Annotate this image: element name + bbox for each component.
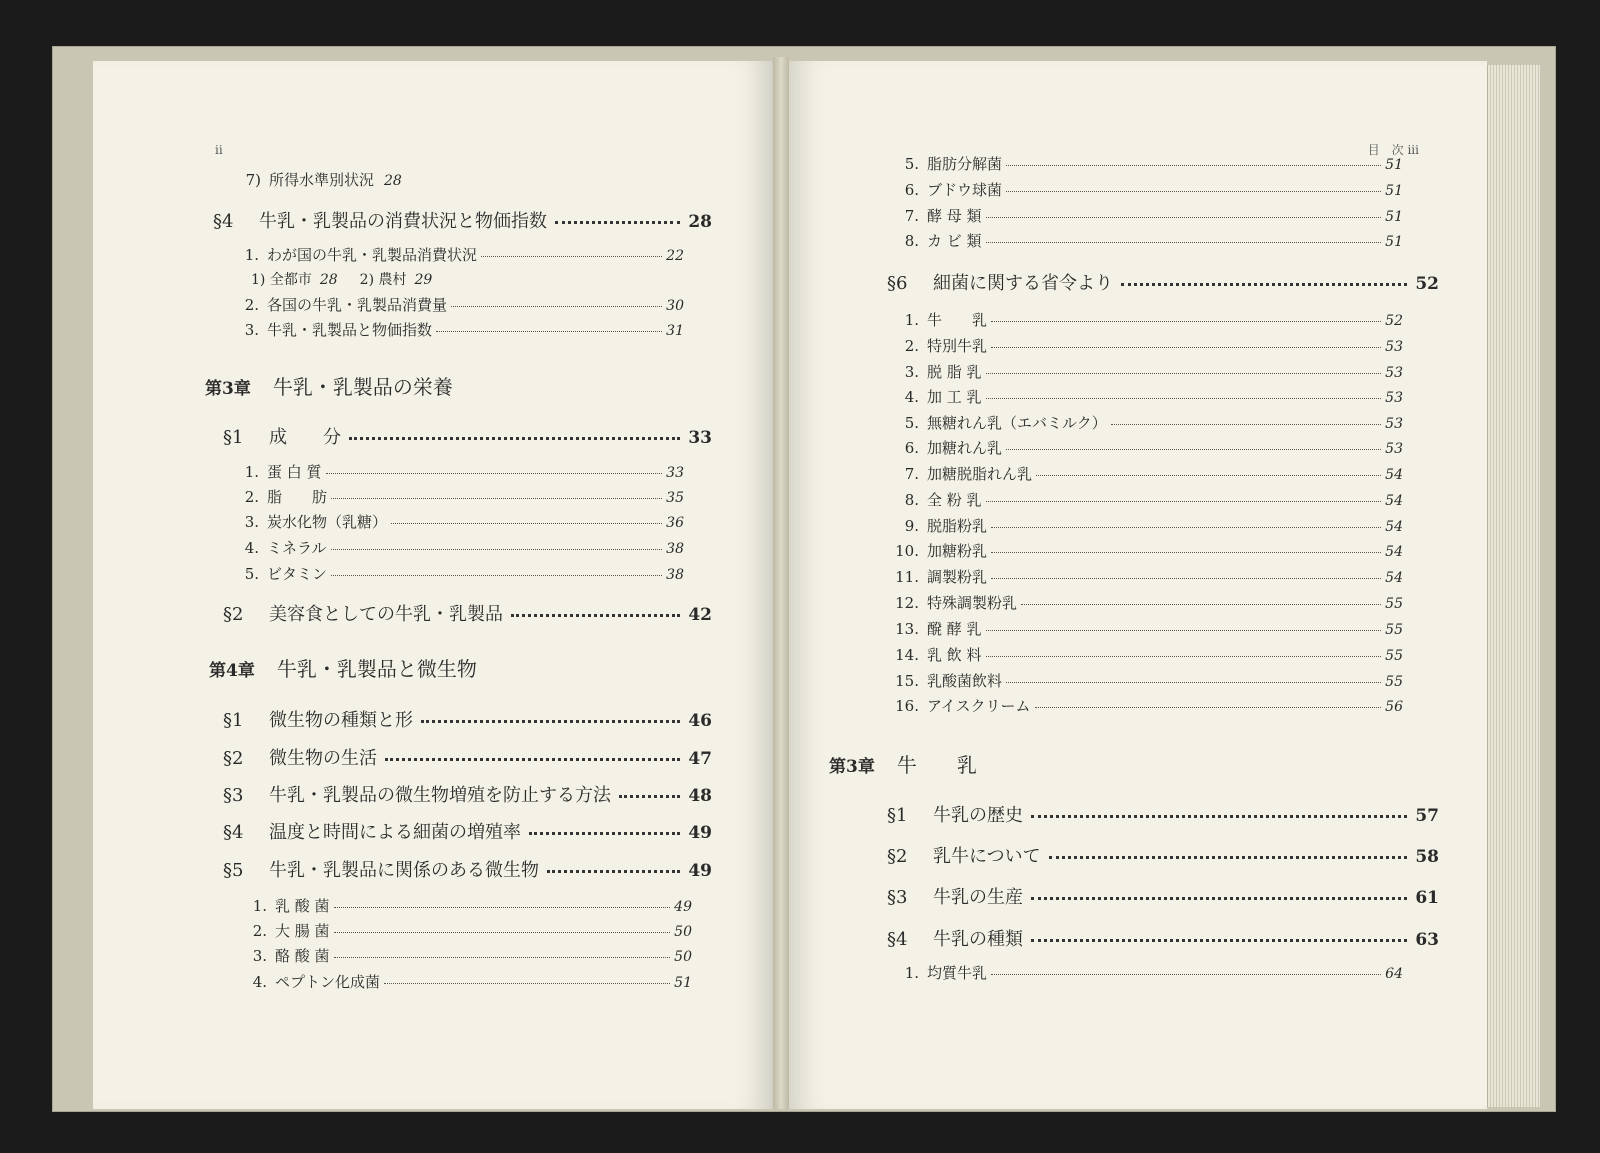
entry-number: 2.	[244, 488, 259, 506]
toc-entry	[235, 169, 402, 190]
toc-entry	[893, 153, 1403, 174]
dot-leader	[334, 932, 671, 933]
toc-entry	[233, 319, 684, 340]
section-entry	[223, 856, 712, 882]
entry-number: §4	[213, 211, 234, 232]
entry-page: 54	[1385, 570, 1403, 586]
entry-page: 52	[1385, 313, 1403, 329]
toc-entry	[233, 511, 684, 532]
entry-title: 脱 脂 乳	[927, 363, 982, 381]
dot-leader	[1036, 475, 1381, 476]
section-entry	[223, 423, 712, 449]
toc-entry	[251, 269, 454, 289]
entry-page: 55	[1385, 622, 1403, 638]
entry-number: 7)	[245, 171, 261, 189]
entry-title: ミネラル	[267, 539, 327, 557]
entry-title: 温度と時間による細菌の増殖率	[269, 822, 521, 843]
dot-leader	[986, 398, 1382, 399]
entry-title: アイスクリーム	[927, 697, 1031, 715]
entry-title: 牛乳・乳製品の微生物増殖を防止する方法	[269, 785, 611, 806]
dot-leader	[991, 974, 1381, 975]
entry-page: 22	[666, 248, 684, 264]
entry-page: 30	[666, 298, 684, 314]
dot-leader	[991, 321, 1381, 322]
entry-number: 4.	[244, 539, 259, 557]
dot-leader	[326, 473, 663, 474]
dot-leader	[986, 242, 1382, 243]
section-entry	[887, 269, 1439, 295]
entry-number: §2	[887, 846, 908, 867]
entry-number: 7.	[904, 207, 919, 225]
dot-leader	[1021, 604, 1381, 605]
entry-number: 第3章	[205, 379, 251, 399]
entry-number: 4.	[904, 388, 919, 406]
section-entry	[223, 706, 712, 732]
entry-title: 無糖れん乳（エバミルク）	[927, 414, 1107, 432]
entry-title: 特別牛乳	[927, 337, 988, 355]
entry-title: 酵 母 類	[927, 207, 982, 225]
entry-title: 牛乳・乳製品と物価指数	[267, 321, 433, 339]
entry-number: 8.	[904, 491, 919, 509]
sub-entry-page: 29	[414, 272, 433, 288]
entry-title: ブドウ球菌	[927, 181, 1003, 199]
entry-number: 2.	[252, 922, 267, 940]
dot-leader	[619, 795, 680, 798]
entry-number: 1.	[904, 964, 919, 982]
toc-entry	[241, 920, 692, 941]
toc-entry	[893, 618, 1403, 639]
entry-number: 12.	[895, 594, 919, 612]
dot-leader	[511, 614, 680, 617]
entry-number: 4.	[252, 973, 267, 991]
toc-entry	[893, 489, 1403, 510]
entry-page: 50	[674, 924, 692, 940]
section-entry	[887, 801, 1439, 827]
dot-leader	[991, 347, 1381, 348]
entry-page: 58	[1415, 847, 1439, 867]
entry-number: §6	[887, 273, 908, 294]
entry-title: 加糖脱脂れん乳	[927, 465, 1033, 483]
entry-page: 55	[1385, 674, 1403, 690]
entry-title: 牛乳の種類	[933, 929, 1023, 950]
toc-entry	[893, 412, 1403, 433]
entry-number: §4	[223, 822, 244, 843]
dot-leader	[334, 957, 671, 958]
entry-page: 53	[1385, 416, 1403, 432]
dot-leader	[1049, 856, 1408, 859]
entry-title: 乳酸菌飲料	[927, 672, 1003, 690]
book-gutter	[773, 57, 789, 1109]
entry-title: 微生物の生活	[269, 748, 377, 769]
dot-leader	[991, 527, 1381, 528]
entry-number: §4	[887, 929, 908, 950]
entry-title: ペプトン化成菌	[275, 973, 381, 991]
toc-entry	[233, 244, 684, 265]
entry-title: 牛乳・乳製品の消費状況と物価指数	[259, 211, 547, 232]
section-entry	[223, 600, 712, 626]
page-edges	[1487, 65, 1540, 1107]
entry-number: 3.	[244, 513, 259, 531]
entry-page: 52	[1415, 274, 1439, 294]
toc-entry	[893, 695, 1403, 716]
dot-leader	[986, 373, 1382, 374]
dot-leader	[991, 578, 1381, 579]
entry-page: 55	[1385, 648, 1403, 664]
entry-page: 53	[1385, 365, 1403, 381]
entry-number: 5.	[244, 565, 259, 583]
section-entry	[223, 744, 712, 770]
entry-number: 1.	[252, 897, 267, 915]
section-entry	[887, 842, 1439, 868]
right-page	[789, 61, 1487, 1109]
entry-title: わが国の牛乳・乳製品消費状況	[267, 246, 478, 264]
toc-entry	[893, 335, 1403, 356]
entry-title: 牛乳の歴史	[933, 805, 1023, 826]
entry-number: 1.	[244, 246, 259, 264]
entry-title: 乳 飲 料	[927, 646, 982, 664]
entry-page: 64	[1385, 966, 1403, 982]
toc-entry	[893, 230, 1403, 251]
entry-page: 36	[666, 515, 684, 531]
dot-leader	[529, 832, 680, 835]
entry-number: 6.	[904, 439, 919, 457]
dot-leader	[1006, 682, 1381, 683]
entry-number: 10.	[895, 542, 919, 560]
section-entry	[887, 925, 1439, 951]
section-entry	[887, 883, 1439, 909]
entry-title: ビタミン	[267, 565, 328, 583]
dot-leader	[1031, 897, 1407, 900]
entry-page: 51	[674, 975, 692, 991]
entry-title: 各国の牛乳・乳製品消費量	[267, 296, 448, 314]
entry-page: 53	[1385, 441, 1403, 457]
entry-page: 51	[1385, 183, 1403, 199]
dot-leader	[384, 983, 670, 984]
dot-leader	[451, 306, 662, 307]
entry-title: 加糖れん乳	[927, 439, 1003, 457]
toc-entry	[893, 309, 1403, 330]
dot-leader	[1031, 815, 1407, 818]
entry-title: 牛乳・乳製品と微生物	[276, 657, 477, 681]
entry-page: 35	[666, 490, 684, 506]
entry-title: 脱脂粉乳	[927, 517, 988, 535]
toc-entry	[893, 361, 1403, 382]
entry-number: §1	[223, 710, 244, 731]
sub-entry-label: 2) 農村	[359, 272, 407, 288]
section-entry	[223, 781, 712, 807]
dot-leader	[331, 549, 663, 550]
entry-page: 51	[1385, 157, 1403, 173]
entry-page: 49	[688, 861, 712, 881]
entry-page: 51	[1385, 234, 1403, 250]
entry-page: 31	[666, 323, 684, 339]
entry-title: 全 粉 乳	[927, 491, 982, 509]
entry-number: §3	[887, 887, 908, 908]
entry-title: 牛乳・乳製品の栄養	[272, 375, 453, 399]
dot-leader	[986, 656, 1382, 657]
entry-page: 51	[1385, 209, 1403, 225]
entry-title: 均質牛乳	[927, 964, 988, 982]
entry-title: 乳 酸 菌	[275, 897, 330, 915]
entry-number: 8.	[904, 232, 919, 250]
entry-title: 美容食としての牛乳・乳製品	[269, 604, 503, 625]
toc-entry	[893, 179, 1403, 200]
entry-page: 50	[674, 949, 692, 965]
dot-leader	[331, 575, 662, 576]
entry-number: 14.	[895, 646, 919, 664]
entry-number: 5.	[904, 414, 919, 432]
chapter-heading	[829, 749, 977, 778]
dot-leader	[1121, 283, 1407, 286]
entry-page: 33	[666, 465, 684, 481]
dot-leader	[1006, 191, 1381, 192]
entry-title: 脂 肪	[267, 488, 328, 506]
entry-number: 1.	[244, 463, 259, 481]
entry-title: 酪 酸 菌	[275, 947, 330, 965]
dot-leader	[991, 552, 1381, 553]
toc-entry	[893, 670, 1403, 691]
entry-number: §3	[223, 785, 244, 806]
entry-number: 11.	[895, 568, 919, 586]
dot-leader	[391, 523, 662, 524]
entry-title: 加 工 乳	[927, 388, 982, 406]
entry-number: 1.	[904, 311, 919, 329]
dot-leader	[986, 217, 1382, 218]
entry-page: 46	[688, 711, 712, 731]
dot-leader	[349, 437, 680, 440]
entry-title: 所得水準別状況	[269, 171, 375, 189]
entry-number: §2	[223, 748, 244, 769]
toc-entry	[233, 461, 684, 482]
entry-page: 55	[1385, 596, 1403, 612]
entry-page: 38	[666, 567, 684, 583]
toc-entry	[893, 205, 1403, 226]
entry-page: 49	[688, 823, 712, 843]
dot-leader	[986, 501, 1382, 502]
entry-number: 9.	[904, 517, 919, 535]
toc-entry	[233, 537, 684, 558]
entry-page: 54	[1385, 493, 1403, 509]
entry-title: 乳牛について	[933, 846, 1041, 867]
entry-title: 加糖粉乳	[927, 542, 988, 560]
entry-number: 6.	[904, 181, 919, 199]
dot-leader	[1006, 165, 1381, 166]
dot-leader	[547, 870, 680, 873]
entry-title: 大 腸 菌	[275, 922, 330, 940]
entry-number: §5	[223, 860, 244, 881]
toc-entry	[893, 566, 1403, 587]
entry-page: 61	[1415, 888, 1439, 908]
toc-entry	[233, 486, 684, 507]
toc-entry	[893, 437, 1403, 458]
entry-title: 牛乳の生産	[933, 887, 1023, 908]
entry-title: 細菌に関する省令より	[933, 273, 1113, 294]
section-entry	[223, 818, 712, 844]
entry-number: 第4章	[209, 661, 255, 681]
dot-leader	[334, 907, 671, 908]
sub-entry-label: 1) 全都市	[251, 272, 312, 288]
dot-leader	[1035, 707, 1382, 708]
dot-leader	[481, 256, 662, 257]
toc-entry	[233, 294, 684, 315]
section-entry	[213, 207, 712, 233]
toc-entry	[893, 463, 1403, 484]
folio-text: ii	[215, 143, 223, 157]
entry-page: 33	[688, 428, 712, 448]
entry-number: 2.	[244, 296, 259, 314]
entry-page: 53	[1385, 339, 1403, 355]
entry-page: 49	[674, 899, 692, 915]
dot-leader	[421, 720, 680, 723]
entry-number: 2.	[904, 337, 919, 355]
entry-page: 53	[1385, 390, 1403, 406]
entry-number: §1	[887, 805, 908, 826]
entry-page: 56	[1385, 699, 1403, 715]
entry-page: 28	[688, 212, 712, 232]
entry-page: 54	[1385, 467, 1403, 483]
dot-leader	[436, 331, 662, 332]
book-cover	[52, 46, 1556, 1112]
entry-number: 3.	[252, 947, 267, 965]
entry-title: 微生物の種類と形	[269, 710, 413, 731]
entry-title: 牛乳・乳製品に関係のある微生物	[269, 860, 539, 881]
chapter-heading	[205, 371, 453, 400]
entry-number: 15.	[895, 672, 919, 690]
dot-leader	[1111, 424, 1381, 425]
entry-title: 成 分	[269, 427, 341, 448]
dot-leader	[555, 221, 680, 224]
toc-entry	[241, 971, 692, 992]
entry-number: 7.	[904, 465, 919, 483]
entry-title: 脂肪分解菌	[927, 155, 1003, 173]
entry-page: 47	[688, 749, 712, 769]
toc-entry	[233, 563, 684, 584]
toc-entry	[893, 515, 1403, 536]
dot-leader	[986, 630, 1382, 631]
entry-title: カ ビ 類	[927, 232, 982, 250]
entry-title: 醗 酵 乳	[927, 620, 982, 638]
chapter-heading	[209, 653, 477, 682]
entry-title: 牛 乳	[896, 753, 977, 777]
entry-title: 特殊調製粉乳	[927, 594, 1018, 612]
toc-entry	[893, 592, 1403, 613]
entry-page: 48	[688, 786, 712, 806]
dot-leader	[331, 498, 662, 499]
dot-leader	[385, 758, 680, 761]
left-page	[93, 61, 773, 1109]
entry-number: §1	[223, 427, 244, 448]
page-folio	[215, 143, 223, 157]
entry-number: 第3章	[829, 757, 875, 777]
entry-page: 54	[1385, 544, 1403, 560]
entry-number: 13.	[895, 620, 919, 638]
toc-entry	[893, 540, 1403, 561]
entry-page: 57	[1415, 806, 1439, 826]
sub-entry-page: 28	[319, 272, 338, 288]
entry-page: 54	[1385, 519, 1403, 535]
entry-number: 5.	[904, 155, 919, 173]
toc-entry	[241, 945, 692, 966]
entry-title: 蛋 白 質	[267, 463, 322, 481]
entry-page: 63	[1415, 930, 1439, 950]
entry-title: 調製粉乳	[927, 568, 988, 586]
dot-leader	[1006, 449, 1381, 450]
entry-page: 42	[688, 605, 712, 625]
entry-title: 牛 乳	[927, 311, 988, 329]
toc-entry	[893, 386, 1403, 407]
entry-number: §2	[223, 604, 244, 625]
entry-page: 38	[666, 541, 684, 557]
entry-title: 炭水化物（乳糖）	[267, 513, 388, 531]
entry-page: 28	[384, 173, 402, 189]
header-text: 目 次 iii	[1367, 143, 1419, 157]
dot-leader	[1031, 939, 1407, 942]
toc-entry	[893, 644, 1403, 665]
entry-number: 3.	[244, 321, 259, 339]
entry-number: 16.	[895, 697, 919, 715]
entry-number: 3.	[904, 363, 919, 381]
toc-entry	[241, 895, 692, 916]
toc-entry	[893, 962, 1403, 983]
